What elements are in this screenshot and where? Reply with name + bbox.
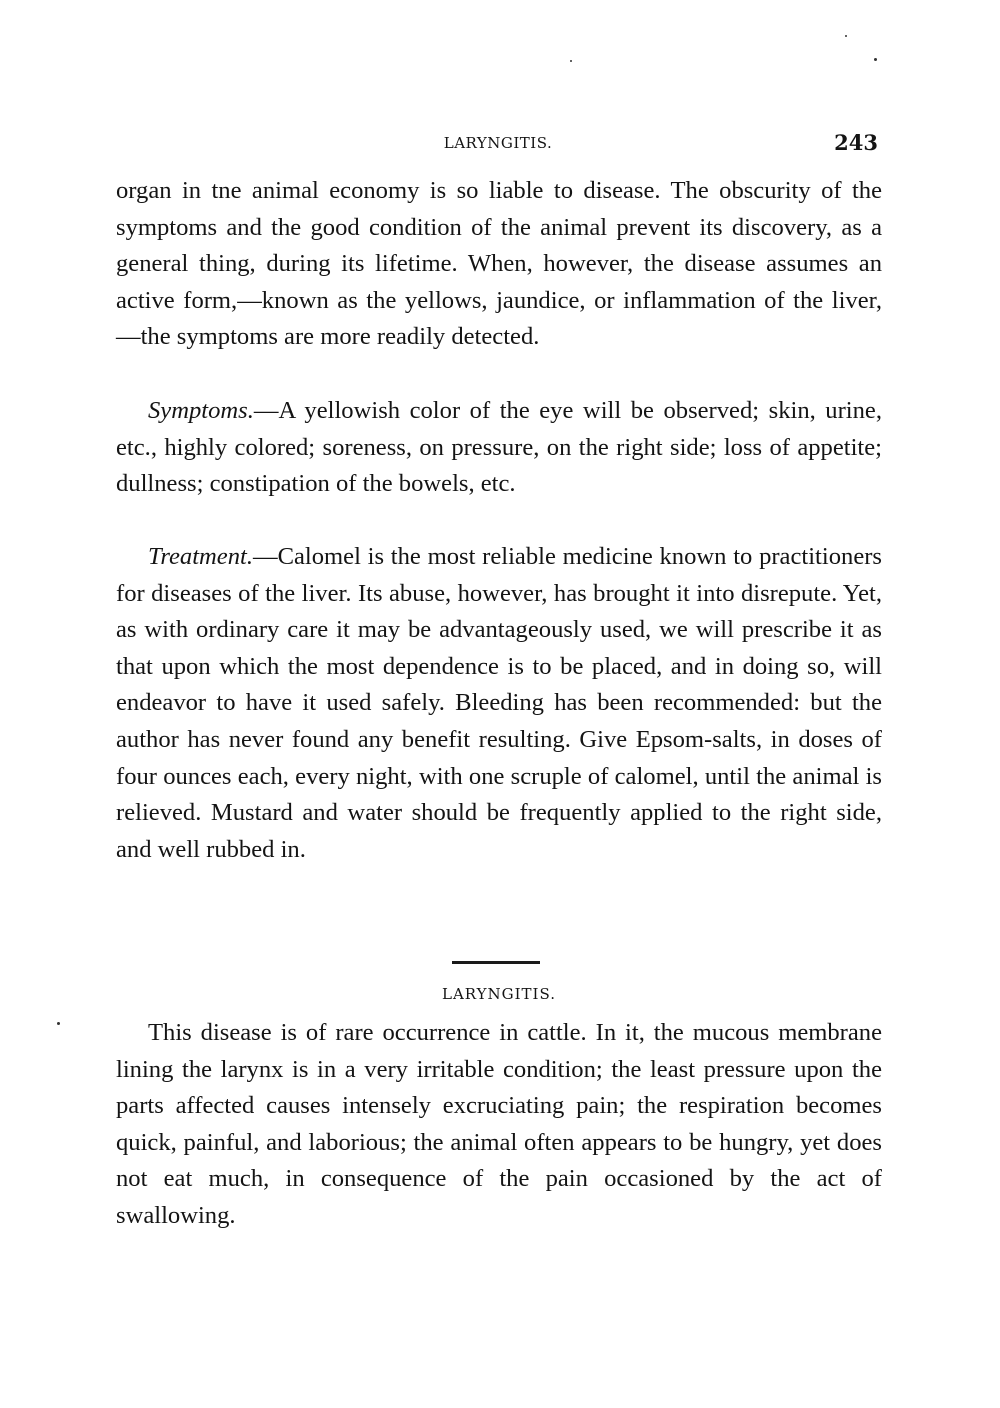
section-divider	[452, 961, 540, 964]
scan-speck	[874, 58, 877, 61]
section-heading: LARYNGITIS.	[441, 985, 556, 1003]
paragraph-laryngitis	[116, 1015, 882, 1235]
treatment-body: —Calomel is the most reliable medicine known to practitioners for diseases of the liver. Its abuse, however, has brought it into disrepute. Yet, as with ordinary care it may be advantageously used, we will prescribe it as that upon which the most dependence is to be placed, and in doing so, will endeavor to have it used safely. Bleeding has been recommended: but the author has never found any benefit resulting. Give Epsom-salts, in doses of four ounces each, every night, with one scruple of calomel, until the animal is relieved. Mustard and water should be frequently applied to the right side, and well rubbed in.	[116, 543, 882, 863]
running-title: LARYNGITIS.	[443, 134, 553, 152]
paragraph-text: This disease is of rare occurrence in cattle. In it, the mucous membrane lining the larynx is in a very irritable condition; the least pressure upon the parts affected causes intensely excruciating pain; the respiration becomes quick, painful, and laborious; the animal often appears to be hungry, yet does not eat much, in consequence of the pain occasioned by the act of swallowing.	[116, 1019, 882, 1229]
symptoms-body: —A yellowish color of the eye will be observed; skin, urine, etc., highly colored; soreness, on pressure, on the right side; loss of appetite; dullness; constipation of the bowels, etc.	[116, 397, 882, 498]
running-head	[116, 130, 880, 160]
paragraph-text	[116, 539, 882, 868]
symptoms-lead: Symptoms.	[148, 397, 254, 424]
paragraph-symptoms	[116, 393, 882, 503]
page-number: 243	[834, 130, 878, 155]
treatment-lead: Treatment.	[148, 543, 253, 570]
paragraph-continuation	[116, 173, 882, 356]
scan-speck	[845, 35, 847, 37]
paragraph-treatment	[116, 539, 882, 868]
scan-speck	[570, 60, 572, 62]
scan-speck	[57, 1022, 60, 1025]
paragraph-text: organ in tne animal economy is so liable to disease. The obscurity of the symptoms and the good condition of the animal prevent its discovery, as a general thing, during its lifetime. When, however, the disease assumes an active form,—known as the yellows, jaundice, or inflammation of the liver,—the symptoms are more readily detected.	[116, 177, 882, 351]
paragraph-text	[116, 393, 882, 503]
